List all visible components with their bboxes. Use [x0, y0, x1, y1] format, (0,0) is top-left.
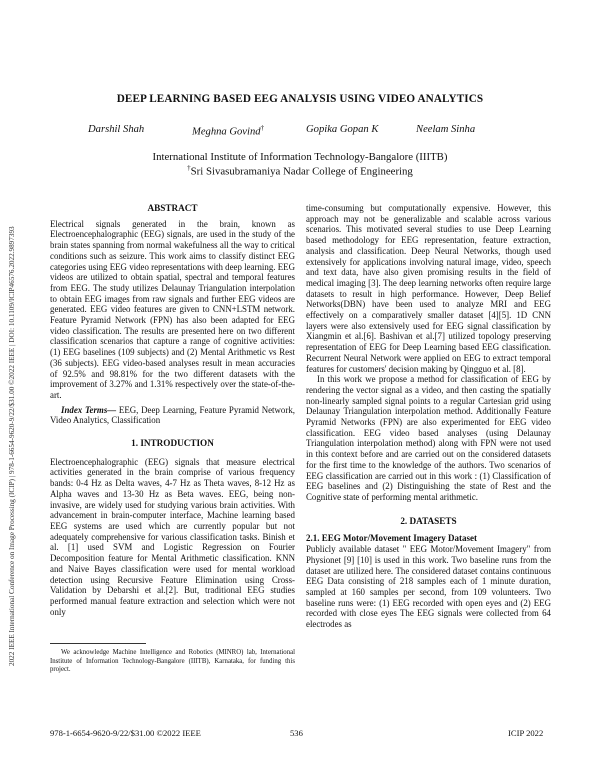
intro-heading: 1. INTRODUCTION [131, 438, 214, 449]
doi-sidebar [1, 146, 15, 666]
abstract-text: Electrical signals generated in the brain, known as Electroencephalographic (EEG) signals, are used in the study of the brain states spanning from normal wakefulness all the way to critical conditions such as seizure. This work aims to classify distinct EEG categories using EEG video representations with deep learning. EEG videos are utilized to obtain spatial, spectral and temporal features from EEG. The study utilizes Delaunay Triangulation interpolation to obtain EEG images from raw signals and further EEG videos are generated. EEG video features are given to CNN+LSTM network. Feature Pyramid Network (FPN) has also been adapted for EEG video classification. The results are presented here on two different classification scenarios that capture a range of cognitive activities: (1) EEG baselines (109 subjects) and (2) Mental Arithmetic vs Rest (36 subjects). EEG video-based analyses result in mean accuracies of 92.5% and 98.81% for the two different datasets with the improvement of 3.27% and 1.31% respectively over the state-of-the-art. [50, 218, 295, 400]
right-paragraph-2: In this work we propose a method for classification of EEG by rendering the vector signal as a video, and then casting the spatially non-linearly sampled signal points to a regular Cartesian grid using Delaunay Triangulation interpolation method. Additionally Feature Pyramid Networks (FPN) are also experimented for EEG video classification. EEG video based analyses (using Delaunay Triangulation interpolation method) along with FPN were not used in this context before and are carried out on the considered datasets for the first time to the knowledge of the authors. Two scenarios of EEG classification are carried out in this work : (1) Classification of EEG baselines and (2) Distinguishing the state of Rest and the Cognitive state of performing mental arithmetic. [306, 374, 551, 502]
datasets-subheading: 2.1. EEG Motor/Movement Imagery Dataset [306, 533, 477, 544]
intro-text: Electroencephalographic (EEG) signals that measure electrical activities generated in the brain comprise of various frequency bands: 0-4 Hz as Delta waves, 4-7 Hz as Theta waves, 8-12 Hz as Alpha waves and 13-30 Hz as Beta waves. EEG, being non-invasive, are widely used for studying various brain activities. With advancement in brain-computer interface, Machine learning based EEG systems are used which are currently popular but not adequately comprehensive for various classification tasks. Binish et al. [1] used SVM and Logistic Regression on Fourier Decomposition feature for Mental Arithmetic classification. KNN and Naive Bayes classification were used for mental workload detection using Recursive Feature Elimination using Cross-Validation by Debarshi et al.[2]. But, traditional EEG studies performed manual feature extraction and selection which were not only [50, 456, 295, 617]
paper-title: DEEP LEARNING BASED EEG ANALYSIS USING VIDEO ANALYTICS [116, 93, 484, 105]
author-name: Gopika Gopan K [306, 124, 379, 135]
author-name: Darshil Shah [88, 124, 145, 135]
footer-isbn: 978-1-6654-9620-9/22/$31.00 ©2022 IEEE [50, 728, 201, 738]
author-name: Neelam Sinha [416, 124, 476, 135]
right-paragraph-1: time-consuming but computationally expensive. However, this approach may not be generalizable and scalable across various scenarios. This motivated several studies to use Deep Learning based methodology for EEG representation, feature extraction, analysis and classification. Deep Neural Networks, though used extensively for applications involving natural image, video, speech and text data, have also given promising results in the field of medical imaging [3]. The deep learning networks often require large datasets to result in high performance. However, Deep Belief Networks(DBN) have been used to analyze MRI and EEG effectively on a comparatively smaller dataset [4][5]. 1D CNN layers were also extensively used for EEG signal classification by Xiangmin et al.[6]. Bashivan et al.[7] utilized topology preserving representation of EEG for Deep Learning based EEG classification. Recurrent Neural Network were applied on EEG to extract temporal features for customers' decision making by Qingguo et al. [8]. [306, 203, 551, 374]
affiliation-2: †Sri Sivasubramaniya Nadar College of Engineering [187, 164, 413, 178]
footnote-rule [50, 643, 146, 644]
author-name: Meghna Govind† [192, 124, 265, 138]
footer-conference: ICIP 2022 [508, 728, 544, 738]
index-terms: Index Terms— EEG, Deep Learning, Feature Pyramid Network, Video Analytics, Classification [50, 404, 295, 426]
doi-sidebar-text: 2022 IEEE International Conference on Image Processing (ICIP) | 978-1-6654-9620-9/22/$31.00 ©2022 IEEE | DOI: 10.1109/ICIP46576.2022.9897393 [8, 226, 16, 666]
right-column [306, 203, 551, 630]
abstract-heading: ABSTRACT [147, 203, 198, 213]
datasets-heading: 2. DATASETS [400, 515, 457, 526]
left-column [50, 203, 295, 617]
datasets-text: Publicly available dataset " EEG Motor/Movement Imagery" from Physionet [9] [10] is used in this work. Two baseline runs from the dataset are utilized here. The considered dataset contains continuous EEG Data consisting of 218 samples each of 1 minute duration, sampled at 160 samples per second, from 109 volunteers. Two baseline runs were: (1) EEG recorded with open eyes and (2) EEG recorded with close eyes The EEG signals were collected from 64 electrodes as [306, 544, 551, 630]
affiliation-1: International Institute of Information Technology-Bangalore (IIITB) [152, 151, 448, 163]
footnote: We acknowledge Machine Intelligence and Robotics (MINRO) lab, International Institute of Information Technology-Bangalore (IIITB), Karnataka, for funding this project. [50, 649, 295, 674]
footer-page-number: 536 [290, 728, 303, 738]
